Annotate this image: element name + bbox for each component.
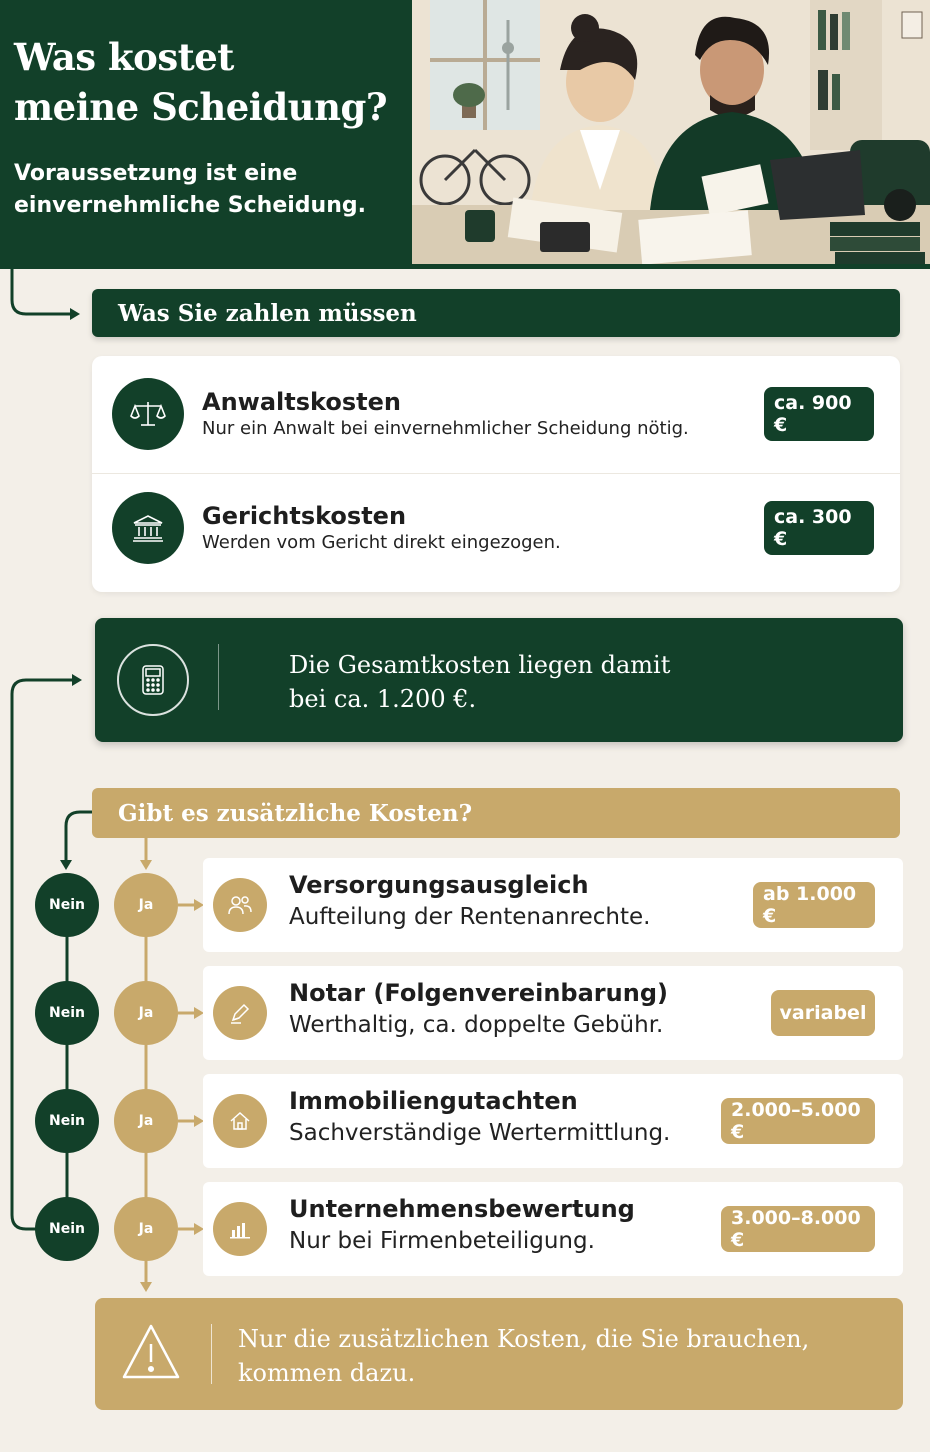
price-badge: variabel — [771, 990, 875, 1036]
warning-box — [95, 1298, 903, 1410]
page-title: Was kostet meine Scheidung? — [14, 35, 388, 129]
scales-icon — [112, 378, 184, 450]
price-badge: ca. 300 € — [764, 501, 874, 555]
header-panel — [0, 0, 412, 268]
no-node: Nein — [35, 981, 99, 1045]
bar-chart-icon — [213, 1202, 267, 1256]
yes-node: Ja — [114, 873, 178, 937]
extra-cost-title: Unternehmensbewertung — [289, 1195, 635, 1223]
cost-title: Gerichtskosten — [202, 502, 407, 530]
pen-icon — [213, 986, 267, 1040]
total-text: Die Gesamtkosten liegen damit bei ca. 1.200 €. — [289, 651, 671, 713]
page-subtitle: Voraussetzung ist eine einvernehmliche Scheidung. — [14, 161, 366, 218]
extra-cost-pension — [203, 858, 903, 952]
extra-cost-property — [203, 1074, 903, 1168]
price-badge: 2.000–5.000 € — [721, 1098, 875, 1144]
cost-row-lawyer — [92, 378, 900, 450]
mandatory-costs-card — [92, 356, 900, 592]
extra-cost-title: Immobiliengutachten — [289, 1087, 578, 1115]
courthouse-icon — [112, 492, 184, 564]
cost-title: Anwaltskosten — [202, 388, 401, 416]
cost-row-court — [92, 492, 900, 564]
cost-description: Werden vom Gericht direkt eingezogen. — [202, 532, 561, 553]
extra-cost-title: Notar (Folgenvereinbarung) — [289, 979, 668, 1007]
section-title-pay: Was Sie zahlen müssen — [92, 289, 900, 337]
section-title-extra: Gibt es zusätzliche Kosten? — [92, 788, 900, 838]
yes-node: Ja — [114, 1089, 178, 1153]
warning-icon — [121, 1322, 181, 1386]
extra-cost-description: Nur bei Firmenbeteiligung. — [289, 1228, 595, 1254]
extra-cost-title: Versorgungsausgleich — [289, 871, 589, 899]
yes-node: Ja — [114, 981, 178, 1045]
no-node: Nein — [35, 873, 99, 937]
price-badge: ca. 900 € — [764, 387, 874, 441]
row-divider — [92, 473, 900, 474]
yes-node: Ja — [114, 1197, 178, 1261]
calculator-icon — [117, 644, 189, 716]
total-cost-box — [95, 618, 903, 742]
warning-divider — [211, 1324, 212, 1384]
total-divider — [218, 644, 219, 710]
extra-cost-description: Sachverständige Wertermittlung. — [289, 1120, 671, 1146]
extra-cost-description: Aufteilung der Rentenanrechte. — [289, 904, 651, 930]
price-badge: 3.000–8.000 € — [721, 1206, 875, 1252]
extra-cost-description: Werthaltig, ca. doppelte Gebühr. — [289, 1012, 664, 1038]
no-node: Nein — [35, 1089, 99, 1153]
people-icon — [213, 878, 267, 932]
warning-text: Nur die zusätzlichen Kosten, die Sie brauchen, kommen dazu. — [238, 1325, 810, 1387]
no-node: Nein — [35, 1197, 99, 1261]
house-icon — [213, 1094, 267, 1148]
cost-description: Nur ein Anwalt bei einvernehmlicher Scheidung nötig. — [202, 418, 689, 439]
price-badge: ab 1.000 € — [753, 882, 875, 928]
extra-cost-notary — [203, 966, 903, 1060]
extra-cost-business — [203, 1182, 903, 1276]
